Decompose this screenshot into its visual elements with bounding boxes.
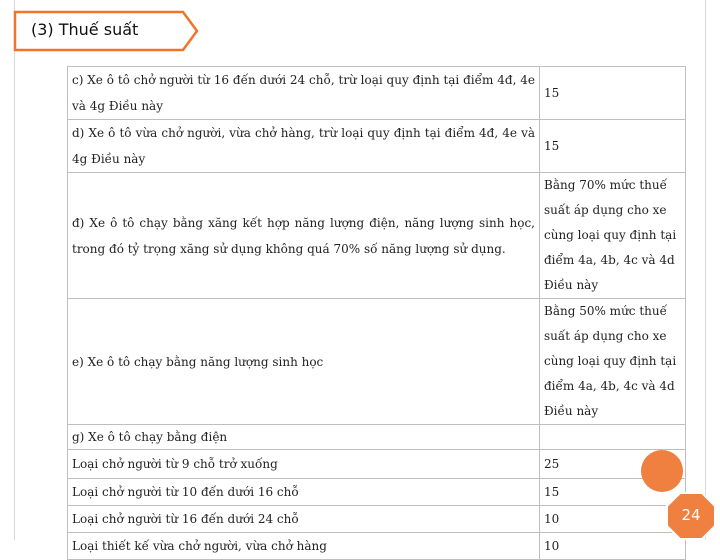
- row-rate: 15: [544, 139, 560, 153]
- row-rate: 25: [544, 457, 560, 471]
- row-description: e) Xe ô tô chạy bằng năng lượng sinh học: [72, 354, 324, 369]
- table-row: [68, 506, 686, 533]
- page-number-badge: [666, 492, 716, 540]
- table-row: [68, 450, 686, 479]
- description-cell: [68, 425, 540, 450]
- row-description: Loại thiết kế vừa chở người, vừa chở hàng: [72, 539, 327, 553]
- description-cell: [68, 479, 540, 506]
- left-rule: [14, 0, 15, 540]
- row-description: c) Xe ô tô chở người từ 16 đến dưới 24 chỗ, trừ loại quy định tại điểm 4đ, 4e và 4g Điều này: [72, 73, 535, 113]
- table-row: [68, 479, 686, 506]
- table-row: [68, 173, 686, 299]
- rate-cell: [540, 67, 686, 120]
- table-row: [68, 299, 686, 425]
- row-rate: 15: [544, 86, 560, 100]
- row-rate: 10: [544, 512, 560, 526]
- rate-cell: [540, 533, 686, 560]
- row-description: đ) Xe ô tô chạy bằng xăng kết hợp năng lượng điện, năng lượng sinh học, trong đó tỷ trọng xăng sử dụng không quá 70% số năng lượng sử dụng.: [72, 215, 535, 256]
- row-rate: Bằng 70% mức thuế suất áp dụng cho xe cùng loại quy định tại điểm 4a, 4b, 4c và 4d Điều này: [544, 178, 677, 292]
- rate-cell: [540, 425, 686, 450]
- row-description: d) Xe ô tô vừa chở người, vừa chở hàng, trừ loại quy định tại điểm 4đ, 4e và 4g Điều này: [72, 126, 535, 166]
- row-description: Loại chở người từ 9 chỗ trở xuống: [72, 457, 278, 471]
- table-row: [68, 533, 686, 560]
- description-cell: [68, 120, 540, 173]
- description-cell: [68, 506, 540, 533]
- slide-title: (3) Thuế suất: [31, 20, 139, 39]
- right-rule: [705, 0, 706, 540]
- page-number: 24: [681, 506, 701, 524]
- table-row: [68, 425, 686, 450]
- tax-rate-table: [67, 66, 686, 560]
- description-cell: [68, 67, 540, 120]
- row-rate: 15: [544, 485, 560, 499]
- rate-cell: [540, 506, 686, 533]
- description-cell: [68, 173, 540, 299]
- row-rate: 10: [544, 539, 560, 553]
- decorative-circle: [641, 450, 683, 492]
- row-description: Loại chở người từ 10 đến dưới 16 chỗ: [72, 485, 299, 499]
- row-description: Loại chở người từ 16 đến dưới 24 chỗ: [72, 512, 299, 526]
- row-description: g) Xe ô tô chạy bằng điện: [72, 430, 228, 444]
- table-row: [68, 120, 686, 173]
- rate-cell: [540, 299, 686, 425]
- rate-cell: [540, 120, 686, 173]
- description-cell: [68, 299, 540, 425]
- description-cell: [68, 533, 540, 560]
- row-rate: Bằng 50% mức thuế suất áp dụng cho xe cùng loại quy định tại điểm 4a, 4b, 4c và 4d Điều này: [544, 304, 677, 418]
- rate-cell: [540, 173, 686, 299]
- table-row: [68, 67, 686, 120]
- description-cell: [68, 450, 540, 479]
- title-banner: [13, 10, 199, 52]
